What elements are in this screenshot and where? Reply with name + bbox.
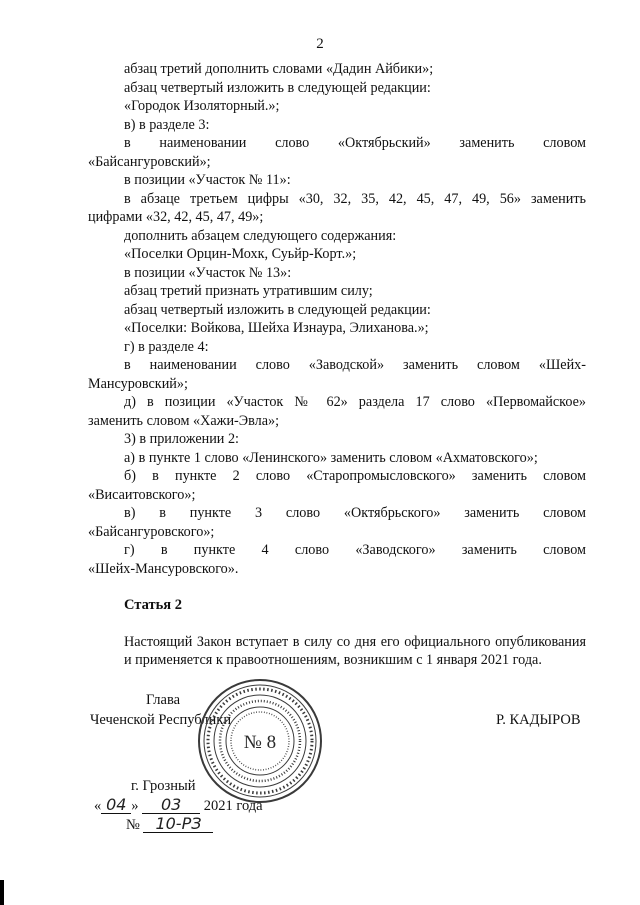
- text-line: д) в позиции «Участок № 62» раздела 17 слово «Первомайское»: [124, 394, 586, 410]
- text-line: в) в пункте 3 слово «Октябрьского» заменить словом: [124, 505, 586, 521]
- scan-edge: [0, 880, 4, 905]
- signing-date: [94, 797, 263, 815]
- section-gap: [88, 578, 586, 596]
- article-paragraph: Настоящий Закон вступает в силу со дня его официального опубликования и применяется к правоотношениям, возникшим с 1 января 2021 года.: [124, 633, 586, 668]
- text-line: б) в пункте 2 слово «Старопромысловского» заменить словом: [124, 468, 586, 484]
- date-year: 2021 года: [203, 798, 263, 814]
- signatory-title-line2: Чеченской Республики: [90, 712, 232, 728]
- text-line: в абзаце третьем цифры «30, 32, 35, 42, 45, 47, 49, 56» заменить: [124, 190, 586, 207]
- text-line: Мансуровский»;: [88, 375, 188, 392]
- date-close-quote: »: [131, 798, 139, 814]
- text-line: «Байсангуровского»;: [88, 523, 215, 540]
- text-line: в) в разделе 3:: [124, 116, 210, 133]
- text-line: «Висаитовского»;: [88, 486, 196, 503]
- signatory-name: Р. КАДЫРОВ: [496, 712, 581, 728]
- date-month: 03: [142, 797, 200, 814]
- date-day: 04: [101, 797, 131, 814]
- number-value: 10-РЗ: [143, 816, 213, 833]
- text-line: заменить словом «Хажи-Эвла»;: [88, 412, 280, 429]
- text-line: «Поселки Орцин-Мохк, Суьйр-Корт.»;: [124, 246, 357, 262]
- city-label: г. Грозный: [131, 778, 196, 794]
- text-line: цифрами «32, 42, 45, 47, 49»;: [88, 209, 264, 225]
- text-line: абзац четвертый изложить в следующей редакции:: [124, 301, 431, 318]
- text-line: в позиции «Участок № 11»:: [124, 172, 291, 188]
- text-line: в наименовании слово «Заводской» заменить словом «Шейх-: [124, 357, 586, 373]
- page-number: 2: [316, 36, 324, 52]
- text-line: а) в пункте 1 слово «Ленинского» заменить словом «Ахматовского»;: [124, 449, 538, 466]
- article-heading: Статья 2: [124, 597, 182, 613]
- amendments-text: [88, 60, 586, 670]
- text-line: 3) в приложении 2:: [124, 431, 239, 447]
- text-line: «Городок Изоляторный.»;: [124, 98, 280, 114]
- text-line: «Байсангуровский»;: [88, 153, 211, 170]
- signatory-title-line1: Глава: [146, 692, 181, 708]
- official-stamp: [196, 677, 324, 805]
- section-gap: [88, 615, 586, 633]
- number-label: №: [126, 817, 140, 833]
- text-line: «Шейх-Мансуровского».: [88, 560, 239, 577]
- text-line: в наименовании слово «Октябрьский» заменить словом: [124, 135, 586, 151]
- text-line: абзац третий признать утратившим силу;: [124, 283, 373, 299]
- stamp-number: № 8: [243, 732, 277, 753]
- text-line: г) в пункте 4 слово «Заводского» заменить словом: [124, 542, 586, 558]
- text-line: абзац третий дополнить словами «Дадин Айбики»;: [124, 61, 434, 77]
- text-line: г) в разделе 4:: [124, 338, 209, 355]
- date-open-quote: «: [94, 798, 102, 814]
- text-line: абзац четвертый изложить в следующей редакции:: [124, 79, 431, 96]
- text-line: дополнить абзацем следующего содержания:: [124, 227, 397, 244]
- text-line: «Поселки: Войкова, Шейха Изнаура, Элиханова.»;: [124, 320, 429, 336]
- text-line: в позиции «Участок № 13»:: [124, 264, 292, 281]
- law-number: [126, 816, 213, 834]
